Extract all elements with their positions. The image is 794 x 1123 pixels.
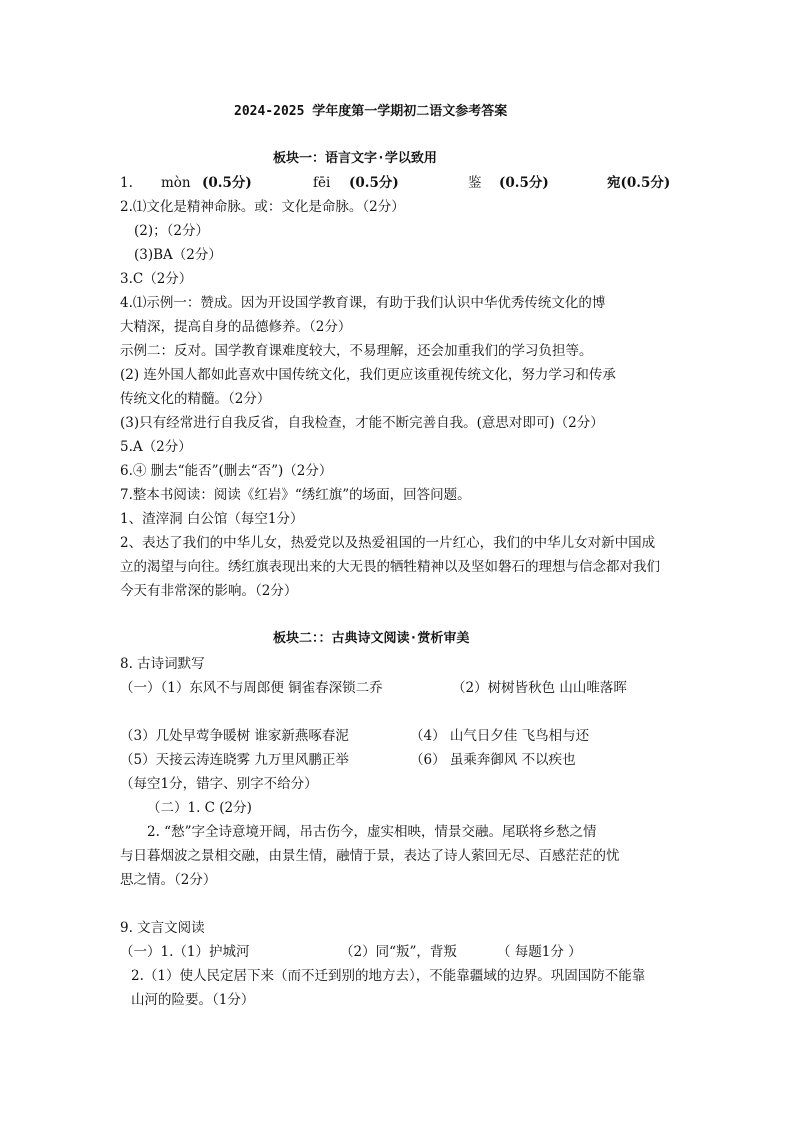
q1-score-b: (0.5分) (349, 175, 399, 191)
q8-row-5-left: （5）天接云涛连晓雾 九万里风鹏正举 (120, 752, 349, 768)
q4-line-6: (3)只有经常进行自我反省，自我检查，才能不断完善自我。(意思对即可)（2分） (120, 415, 604, 431)
q4-line-2: 大精深，提高自身的品德修养。（2分） (120, 319, 352, 335)
q1-number: 1. (120, 175, 133, 191)
q8-row-3-right: （4） 山气日夕佳 飞鸟相与还 (410, 728, 590, 744)
q1-score-a: (0.5分) (202, 175, 252, 191)
q4-line-3: 示例二：反对。国学教育课难度较大，不易理解，还会加重我们的学习负担等。 (120, 343, 593, 359)
q4-line-1: 4.⑴示例一：赞成。因为开设国学教育课，有助于我们认识中华优秀传统文化的博 (120, 295, 606, 311)
q7-answer-2-line-1: 2、表达了我们的中华儿女，热爱党以及热爱祖国的一片红心，我们的中华儿女对新中国成 (120, 535, 656, 551)
q9-1-scoring: （ 每题1分 ） (497, 944, 582, 960)
poem-q1-answer: （二）1. C (2分) (147, 800, 252, 816)
q9-1-answer-1: （一）1.（1）护城河 (120, 944, 250, 960)
q9-2-line-2: 山河的险要。（1分） (131, 992, 255, 1008)
q2-line-1: 2.⑴文化是精神命脉。或：文化是命脉。（2分） (120, 199, 405, 215)
q4-line-4: (2) 连外国人都如此喜欢中国传统文化，我们更应该重视传统文化，努力学习和传承 (120, 367, 616, 383)
q1-answer-a: mòn (161, 175, 191, 191)
q8-row-5-right: （6） 虽乘奔御风 不以疾也 (410, 752, 576, 768)
q6-answer: 6.④ 删去“能否”(删去“否”)（2分） (120, 463, 333, 479)
section-2-heading: 板块二：：古典诗文阅读·赏析审美 (273, 631, 470, 646)
q1-score-c: (0.5分) (499, 175, 549, 191)
q9-1-answer-2: （2）同“叛”，背叛 (340, 944, 457, 960)
poem-q2-line-1: 2. “愁”字全诗意境开阔，吊古伤今，虚实相映，情景交融。尾联将乡愁之情 (147, 824, 597, 840)
q8-row-3-left: （3）几处早莺争暖树 谁家新燕啄春泥 (120, 728, 349, 744)
q9-2-line-1: 2.（1）使人民定居下来（而不迁到别的地方去），不能靠疆域的边界。巩固国防不能靠 (131, 968, 646, 984)
q3-answer: 3.C（2分） (120, 271, 193, 287)
q7-answer-2-line-3: 今天有非常深的影响。（2分） (120, 583, 298, 599)
q4-line-5: 传统文化的精髓。（2分） (120, 391, 271, 407)
q8-title: 8. 古诗词默写 (120, 656, 205, 672)
q1-answer-b: fēi (313, 175, 331, 191)
q7-prompt: 7.整本书阅读：阅读《红岩》“绣红旗”的场面，回答问题。 (120, 487, 471, 503)
q1-answer-d: 宛(0.5分) (607, 175, 671, 191)
q7-answer-2-line-2: 立的渴望与向往。绣红旗表现出来的大无畏的牺牲精神以及坚如磐石的理想与信念都对我们 (120, 559, 660, 575)
q1-answer-c: 鉴 (468, 175, 482, 191)
q8-row-1-left: （一）（1）东风不与周郎便 铜雀春深锁二乔 (120, 680, 383, 696)
q7-answer-1: 1、渣滓洞 白公馆（每空1分） (120, 511, 304, 527)
poem-q2-line-2: 与日暮烟波之景相交融，由景生情，融情于景，表达了诗人萦回无尽、百感茫茫的忧 (120, 848, 620, 864)
q2-line-2: (2)；（2分） (134, 223, 209, 239)
document-title: 2024-2025 学年度第一学期初二语文参考答案 (234, 104, 508, 119)
section-1-heading: 板块一：语言文字·学以致用 (273, 151, 437, 166)
q9-title: 9. 文言文阅读 (120, 920, 205, 936)
q5-answer: 5.A（2分） (120, 439, 192, 455)
q2-line-3: (3)BA（2分） (134, 247, 222, 263)
q8-row-1-right: （2）树树皆秋色 山山唯落晖 (452, 680, 627, 696)
q8-scoring-note: （每空1分，错字、别字不给分） (120, 776, 318, 792)
poem-q2-line-3: 思之情。（2分） (120, 872, 217, 888)
